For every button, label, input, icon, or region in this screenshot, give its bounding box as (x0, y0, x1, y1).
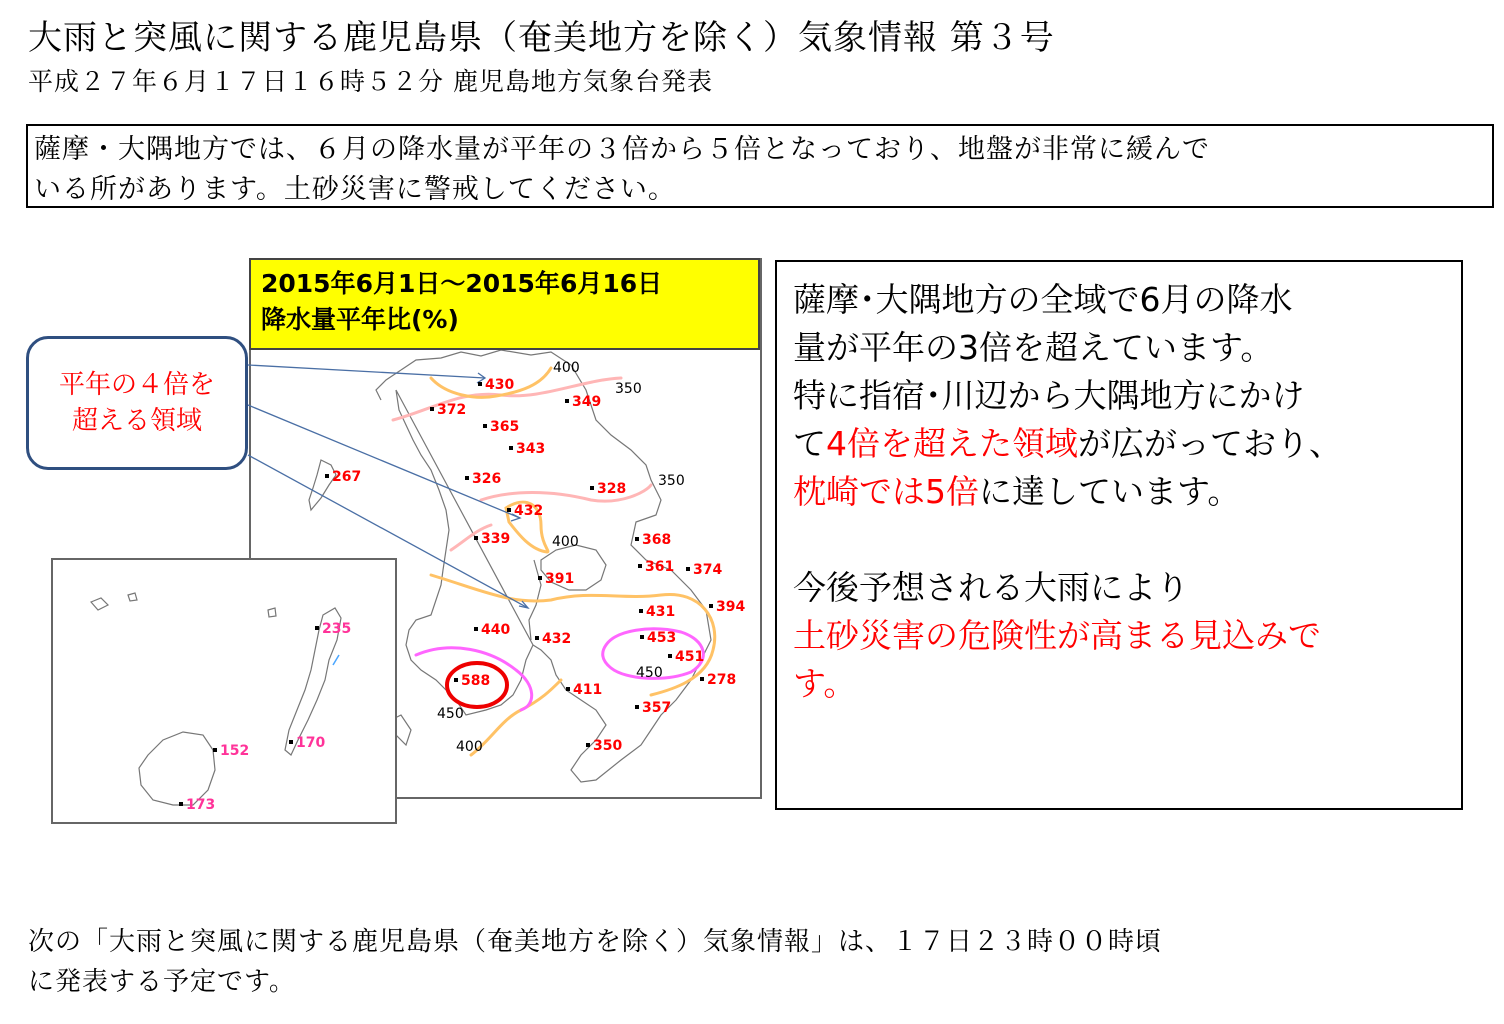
station-marker (538, 576, 542, 580)
station-marker (590, 486, 594, 490)
station-value: 374 (693, 562, 723, 578)
station-value: 432 (514, 503, 544, 519)
station-value: 278 (707, 672, 737, 688)
inset-canvas (53, 560, 397, 824)
station-marker (535, 636, 539, 640)
inset-river (333, 655, 339, 665)
islands-inset-map (51, 558, 397, 824)
station-marker (507, 508, 511, 512)
explain-line-1: 薩摩･大隅地方の全域で6月の降水 (793, 280, 1293, 319)
map-period: 2015年6月1日～2015年6月16日 (261, 269, 663, 298)
over-4x-callout (26, 336, 248, 470)
station-value: 361 (645, 559, 675, 575)
explanation-box (775, 260, 1463, 810)
station-value: 267 (332, 469, 362, 485)
station-value: 368 (642, 532, 672, 548)
station-marker (686, 567, 690, 571)
explain-line-8: す。 (793, 664, 857, 703)
station-value: 357 (642, 700, 672, 716)
station-value: 451 (675, 649, 705, 665)
inset-station-marker (289, 740, 293, 744)
footer-line-1: 次の「大雨と突風に関する鹿児島県（奄美地方を除く）気象情報」は、１７日２３時００時頃 (28, 927, 1163, 957)
station-marker (474, 627, 478, 631)
station-marker (430, 407, 434, 411)
isoline-label: 350 (658, 473, 685, 489)
station-value: 343 (516, 441, 546, 457)
explain-line-5-b: に達しています。 (979, 472, 1241, 511)
inset-station-marker (315, 626, 319, 630)
summary-line-2: いる所があります。土砂災害に警戒してください。 (34, 174, 676, 205)
explain-line-6: 今後予想される大雨により (793, 568, 1189, 607)
station-marker (474, 536, 478, 540)
station-value: 328 (597, 481, 627, 497)
station-marker (509, 446, 513, 450)
explain-line-5 (793, 468, 1447, 516)
station-value: 349 (572, 394, 602, 410)
station-marker (640, 635, 644, 639)
callout-line-2: 超える領域 (71, 406, 202, 436)
callout-line-1: 平年の４倍を (58, 370, 215, 400)
station-marker (586, 743, 590, 747)
station-marker (700, 677, 704, 681)
inset-station-value: 170 (296, 735, 326, 751)
station-value: 350 (593, 738, 623, 754)
station-marker (639, 609, 643, 613)
station-value: 431 (646, 604, 676, 620)
station-marker (483, 424, 487, 428)
inset-coastline (91, 593, 341, 805)
inset-station-value: 173 (186, 797, 216, 813)
station-value: 453 (647, 630, 677, 646)
isoline-label: 400 (456, 739, 483, 755)
footer-line-2: に発表する予定です。 (28, 967, 296, 997)
station-value: 391 (545, 571, 575, 587)
station-value: 430 (485, 377, 515, 393)
isoline-label: 400 (553, 360, 580, 376)
station-value: 394 (716, 599, 746, 615)
station-marker (478, 382, 482, 386)
station-value: 339 (481, 531, 511, 547)
explain-over-4x: 4倍を超えた領域 (826, 424, 1078, 463)
station-marker (566, 687, 570, 691)
isoline-label: 450 (437, 706, 464, 722)
isoline-label: 450 (636, 665, 663, 681)
station-marker (325, 474, 329, 478)
inset-station-marker (179, 802, 183, 806)
explain-line-2: 量が平年の3倍を超えています。 (793, 328, 1274, 367)
explain-line-4 (793, 420, 1447, 468)
station-marker (638, 564, 642, 568)
station-value: 365 (490, 419, 520, 435)
explain-line-3: 特に指宿･川辺から大隅地方にかけ (793, 376, 1305, 415)
explain-line-4-b: が広がっており、 (1078, 424, 1342, 463)
station-value: 440 (481, 622, 511, 638)
explain-line-7: 土砂災害の危険性が高まる見込みで (793, 616, 1321, 655)
next-issue-notice (28, 922, 1162, 1002)
station-marker (565, 399, 569, 403)
inset-station-value: 152 (220, 743, 250, 759)
isoline-label: 350 (615, 381, 642, 397)
station-value: 411 (573, 682, 603, 698)
issue-datetime: 平成２７年６月１７日１６時５２分 鹿児島地方気象台発表 (28, 67, 713, 96)
station-value: 432 (542, 631, 572, 647)
station-value: 326 (472, 471, 502, 487)
station-value: 588 (461, 673, 491, 689)
station-marker (454, 678, 458, 682)
station-marker (465, 476, 469, 480)
explain-line-4-a: て (793, 424, 826, 463)
station-marker (709, 604, 713, 608)
spacer (793, 516, 1447, 564)
station-marker (635, 537, 639, 541)
inset-station-value: 235 (322, 621, 352, 637)
station-marker (668, 654, 672, 658)
inset-station-marker (213, 748, 217, 752)
summary-line-1: 薩摩・大隅地方では、６月の降水量が平年の３倍から５倍となっており、地盤が非常に緩んで (34, 134, 1210, 165)
map-metric-label: 降水量平年比(%) (261, 305, 459, 334)
isoline-label: 400 (552, 534, 579, 550)
page-title: 大雨と突風に関する鹿児島県（奄美地方を除く）気象情報 第３号 (28, 18, 1055, 58)
station-value: 372 (437, 402, 467, 418)
explain-makurazaki: 枕崎では5倍 (793, 472, 979, 511)
station-marker (635, 705, 639, 709)
